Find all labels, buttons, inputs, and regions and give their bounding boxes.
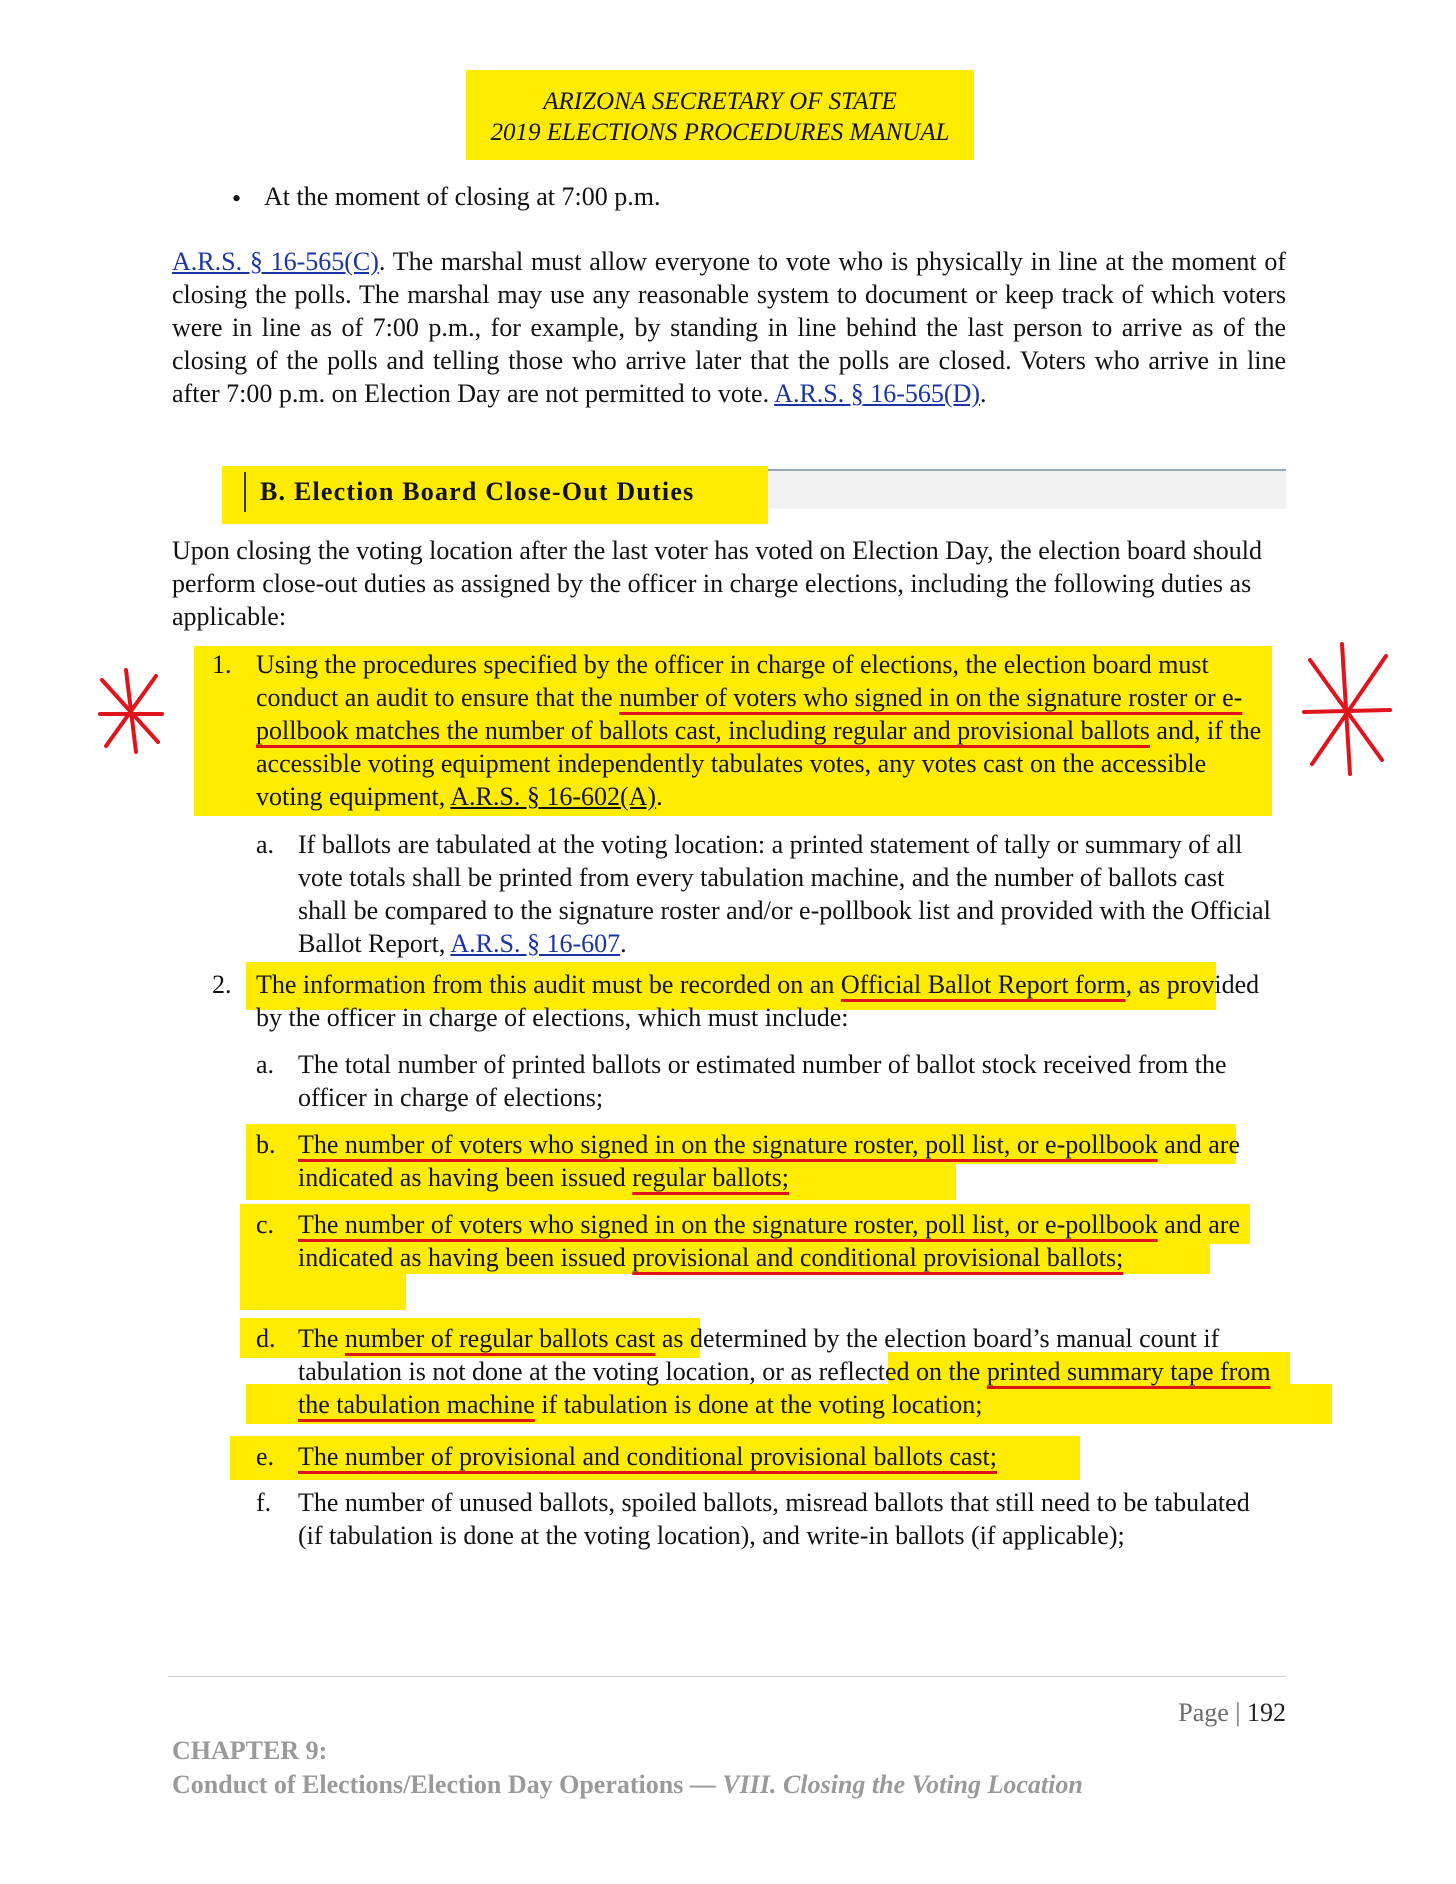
ars-16-602a-link[interactable]: A.R.S. § 16-602(A) xyxy=(450,782,657,811)
chapter-footer xyxy=(172,1734,1083,1802)
ars-16-607-link[interactable]: A.R.S. § 16-607 xyxy=(450,929,621,958)
header-line-1: ARIZONA SECRETARY OF STATE xyxy=(543,88,897,115)
item2f-text: The number of unused ballots, spoiled ballots, misread ballots that still need to be tabulated (if tabulation is done at the voting location), and write-in ballots (if applicable); xyxy=(298,1488,1250,1550)
item2c-mid: and are indicated as having been issued xyxy=(298,1210,1240,1272)
item1-underlined: number of voters who signed in on the signature roster or e-pollbook matches the number of ballots cast, including regular and provisional ballots xyxy=(256,683,1243,745)
regular-ballots-cast-underlined: number of regular ballots cast xyxy=(344,1324,656,1353)
item2b-text xyxy=(298,1128,1258,1194)
item2c-text xyxy=(298,1208,1258,1274)
section-title: VIII. Closing the Voting Location xyxy=(722,1770,1083,1799)
item2-text-a: The information from this audit must be recorded on an xyxy=(256,970,841,999)
page-number xyxy=(1160,1696,1286,1729)
marshal-paragraph-text: . The marshal must allow everyone to vote who is physically in line at the moment of closing the polls. The marshal may use any reasonable system to document or keep track of which voters were in line as of 7:00 p.m., for example, by standing in line behind the last person to arrive as of the closing of the polls and telling those who arrive later that the polls are closed. Voters who arrive in line after 7:00 p.m. on Election Day are not permitted to vote. xyxy=(172,247,1286,408)
item2c-underlined: The number of voters who signed in on the signature roster, poll list, or e-pollbook xyxy=(298,1210,1158,1239)
period: . xyxy=(656,782,663,811)
header-line-2: 2019 ELECTIONS PROCEDURES MANUAL xyxy=(490,119,950,146)
item1-number: 1. xyxy=(212,650,232,679)
chapter-title-line xyxy=(172,1768,1083,1802)
item1a-text xyxy=(298,828,1278,960)
item2c-highlight-3 xyxy=(240,1270,406,1310)
ars-16-565d-link[interactable]: A.R.S. § 16-565(D) xyxy=(774,379,981,408)
period: . xyxy=(980,379,987,408)
page-separator: | xyxy=(1235,1698,1241,1727)
item2e-underlined: The number of provisional and conditional provisional ballots cast; xyxy=(298,1442,997,1471)
item2e-letter: e. xyxy=(256,1442,275,1471)
left-asterisk-annotation xyxy=(96,662,166,758)
item2d-text xyxy=(298,1322,1288,1421)
marshal-paragraph xyxy=(172,245,1286,410)
item2b-underlined: The number of voters who signed in on the signature roster, poll list, or e-pollbook xyxy=(298,1130,1158,1159)
item2c-letter: c. xyxy=(256,1210,275,1239)
item2d-text-c: as determined by the election board’s manual count if tabulation is not done at the voting location, or as reflected on the xyxy=(298,1324,1220,1386)
item2d-text-e: if tabulation is done at the voting location; xyxy=(534,1390,983,1419)
item2a-letter: a. xyxy=(256,1050,275,1079)
period: . xyxy=(620,929,627,958)
chapter-dash: — xyxy=(683,1770,723,1799)
item2a-text: The total number of printed ballots or estimated number of ballot stock received from the officer in charge of elections; xyxy=(298,1050,1227,1112)
page-header xyxy=(466,70,974,160)
regular-ballots-underlined: regular ballots; xyxy=(632,1163,789,1192)
item1a-body: If ballots are tabulated at the voting location: a printed statement of tally or summary of all vote totals shall be printed from every tabulation machine, and the number of ballots cast shall be compared to the signature roster and/or e-pollbook list and provided with the Official Ballot Report, xyxy=(298,830,1271,958)
right-asterisk-annotation xyxy=(1302,640,1392,780)
item2b-letter: b. xyxy=(256,1130,276,1159)
item2d-letter: d. xyxy=(256,1324,276,1353)
item1-text xyxy=(256,648,1276,813)
item2-text-c: , as provided by the officer in charge of elections, which must include: xyxy=(256,970,1260,1032)
item2d-text-a: The xyxy=(298,1324,345,1353)
item1-text-a: Using the procedures specified by the officer in charge of elections, the election board must conduct an audit to ensure that the xyxy=(256,650,1209,712)
page-number-value: 192 xyxy=(1247,1698,1286,1727)
bullet-symbol: • xyxy=(232,184,242,213)
section-heading: B. Election Board Close-Out Duties xyxy=(244,472,694,512)
bullet-text: At the moment of closing at 7:00 p.m. xyxy=(264,182,661,211)
chapter-title: Conduct of Elections/Election Day Operations xyxy=(172,1770,684,1799)
intro-paragraph: Upon closing the voting location after the last voter has voted on Election Day, the election board should perform close-out duties as assigned by the officer in charge elections, including the following duties as applicable: xyxy=(172,536,1263,631)
item2-number: 2. xyxy=(212,970,232,999)
item2-text xyxy=(256,968,1276,1034)
footer-divider xyxy=(168,1676,1286,1677)
item2e-text xyxy=(298,1440,1278,1473)
ars-16-565c-link[interactable]: A.R.S. § 16-565(C) xyxy=(172,247,379,276)
item1a-letter: a. xyxy=(256,830,275,859)
page-label: Page xyxy=(1178,1698,1229,1727)
official-ballot-report-underlined: Official Ballot Report form xyxy=(840,970,1126,999)
printed-summary-tape-underlined: printed summary tape from the tabulation machine xyxy=(298,1357,1271,1419)
chapter-label: CHAPTER 9: xyxy=(172,1736,328,1765)
item2f-letter: f. xyxy=(256,1488,272,1517)
item1-text-c: and, if the accessible voting equipment independently tabulates votes, any votes cast on the accessible voting equipment, xyxy=(256,716,1262,811)
provisional-ballots-underlined: provisional and conditional provisional ballots; xyxy=(632,1243,1124,1272)
item2b-mid: and are indicated as having been issued xyxy=(298,1130,1240,1192)
